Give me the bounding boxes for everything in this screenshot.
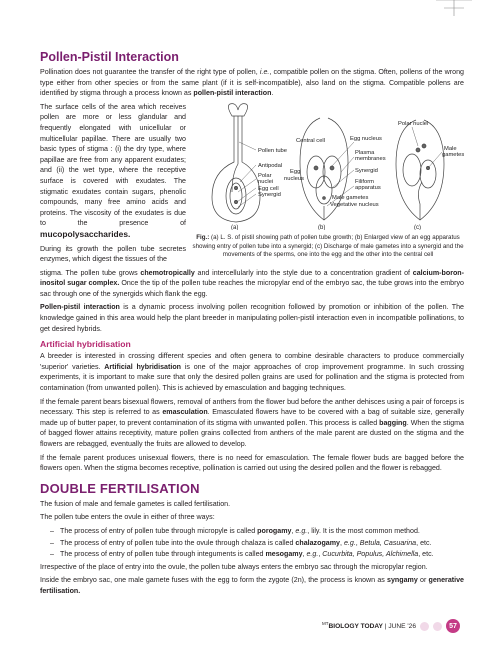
fig-label-synergid-mid: Synergid [355,167,378,174]
left-text-column [40,102,186,268]
section-title-artificial-hybridisation: Artificial hybridisation [40,339,131,350]
fig-label-polar-nuclei-right: Polar nuclei [398,120,429,127]
text-run: If the female parent produces unisexual flowers, there is no need for emasculation. The female flower buds are bagged before the flowers open. When the stigma becomes receptive, pollination is carried out using the desired pollen and the flower is rebagged. [40,453,464,473]
text-run: The process of entry of pollen tube through micropyle is called [60,526,258,535]
fig-label-antipodal: Antipodal [258,162,283,169]
text-run: Betula, Casuarina [359,538,417,547]
fig-label-polar-1: Polar [258,172,272,179]
text-run: e.g. [295,526,308,535]
footer-dot-icon [433,622,442,631]
paragraph [40,67,464,99]
footer-date: JUNE '26 [388,623,416,631]
footer-magazine [322,621,416,630]
footer-brand-prefix: MT [321,621,329,627]
fig-panel-c: (c) [414,224,421,230]
text-run: Pollination does not guarantee the transfer of the right type of pollen, [40,68,260,76]
caption-text: (a) L. S. of pistil showing path of pollen tube growth; (b) Enlarged view of an egg apparatus showing entry of pollen tube into a synergid; (c) Discharge of male gametes into a synergid and the movements of the sperms, one into the egg and the other into the central cell [192,234,464,258]
text-run: mesogamy [265,550,303,559]
paragraph [40,351,464,393]
fig-label-central-cell: Central cell [296,137,325,144]
text-run: Irrespective of the place of entry into the ovule, the pollen tube always enters the embryo sac through the micropylar region. [40,562,428,571]
text-run: calcium-boron-inositol sugar complex. [40,268,464,288]
paragraph [40,512,464,523]
article-page [40,50,464,600]
fig-label-filiform-1: Filiform [355,178,374,185]
fig-label-male-gametes-right-2: gametes [442,151,464,158]
paragraph [40,268,464,300]
text-run: , [302,550,307,559]
fig-label-plasma-1: Plasma [355,149,375,156]
text-run: The process of entry of pollen tube into the ovule through chalaza is called [60,538,296,547]
fig-panel-a: (a) [231,224,239,230]
text-run: Once the tip of the pollen tube reaches the micropylar end of the embryo sac, the tube grows into the embryo sac through one of the synergids which flank the egg. [40,279,464,298]
text-run: is one of the major approaches of crop improvement programme. In such crossing experiments, it is important to make sure that only the desired pollen grains are used for pollination and the stigma is protected from contamination (from unwanted pollen). This is achieved by emasculation and bagging techniques. [40,362,464,393]
fig-label-egg-nucleus-mid-2: nucleus [284,175,304,182]
fig-label-egg-nucleus-mid-1: Egg [290,168,301,175]
text-run: A breeder is interested in crossing different species and often genera to combine desirable characters to produce commercially 'superior' varieties. [40,352,464,371]
text-run: , [339,538,344,547]
paragraph [40,499,464,510]
paragraph [40,397,464,450]
text-run: Cucurbita, Populus, Alchimella [322,550,419,559]
figure-caption [192,234,464,259]
fig-label-synergid-left: Synergid [258,191,281,198]
text-run: and intercellularly into the style due to a concentration gradient of [194,268,413,277]
fig-label-plasma-2: membranes [355,155,386,162]
fig-label-vegetative-nucleus: Vegetative nucleus [330,201,379,208]
fig-label-male-gametes-right-1: Male [444,145,457,152]
text-run: chemotropically [140,268,195,277]
list-item [50,538,464,549]
paragraph [40,562,464,573]
pistil-drawing [212,103,260,221]
gamete-discharge-drawing [396,120,444,220]
text-run: , lily. It is the most common method. [307,526,420,535]
text-run: e.g. [343,538,356,547]
text-run: . [271,89,274,98]
caption-label: Fig.: [196,234,210,242]
corner-registration-mark [436,0,472,18]
text-run: The process of entry of pollen tube through integuments is called [60,550,266,559]
text-run: syngamy [387,576,418,585]
text-run: e.g. [306,550,319,559]
fig-panel-b: (b) [318,224,326,230]
text-run: generative fertilisation. [40,576,464,595]
text-run: chalazogamy [295,538,340,547]
pollen-entry-list [40,526,464,560]
text-run: Inside the embryo sac, one male gamete fuses with the egg to form the zygote (2n), the process is known as [40,576,388,585]
list-item [50,526,464,537]
text-run: , etc. [418,550,434,559]
page-number: 57 [446,619,460,633]
text-figure-row [40,102,464,268]
paragraph [40,453,464,474]
text-run: If the female parent bears bisexual flowers, removal of anthers from the flower bud before the anther dehisces using a pair of forceps is necessary. This step is referred to as [40,397,464,417]
section-title-pollen-pistil: Pollen-Pistil Interaction [40,50,179,64]
paragraph [40,302,464,334]
pistil-diagram [192,102,464,230]
text-run: The pollen tube enters the ovule in either of three ways: [40,513,215,522]
text-run: or [417,576,429,585]
fig-label-egg-nucleus-top: Egg nucleus [350,135,382,142]
paragraph [40,575,464,596]
text-run: , [291,526,296,535]
fig-label-pollen-tube: Pollen tube [258,147,288,154]
fig-label-filiform-2: apparatus [355,184,381,191]
text-run: , [318,550,323,559]
text-run: . When the stigma of bagged flower attains receptivity, mature pollen grains collected from anthers of the male parent are dusted on the stigma and the flowers are rebagged, eventually the fruits are allowed to develop. [40,418,464,448]
text-run: emasculation [162,408,208,417]
text-run: The surface cells of the area which receives pollen are more or less glandular and frequently elongated with unicellular or multicellular papillae. There are usually two basic types of stigma : (i) the dry type, where papillae are free from any apparent exudates; and (ii) the wet type, where the receptive surface is covered with exudates. The stigmatic exudates contain sugars, phenolic compounds, many free amino acids and proteins. The viscosity of the exudates is due to the presence of [40,102,186,228]
text-run: stigma. The pollen tube grows [40,268,141,277]
footer-sep: | [382,623,389,631]
section-title-double-fertilisation: DOUBLE FERTILISATION [40,480,200,496]
figure-container [192,102,464,268]
text-run: During its growth the pollen tube secretes enzymes, which digest the tissues of the [40,244,186,264]
text-run: porogamy [257,526,292,535]
text-run: Pollen-pistil interaction [40,303,120,312]
text-run: . Emasculated flowers have to be covered with a bag of suitable size, generally made up of butter paper, to prevent contamination of its stigma with unwanted pollen. This process is called [40,408,464,427]
page-footer [322,619,460,633]
fig-label-egg-cell: Egg cell [258,185,279,192]
text-run: is a dynamic process involving pollen recognition followed by promotion or inhibition of the pollen. The knowledge gained in this area would help the plant breeder in manipulating pollen-pistil interaction even in incompatible pollinations, to get desired hybrids. [40,303,464,333]
footer-brand: BIOLOGY TODAY [328,623,383,631]
text-run: bagging [379,418,407,427]
text-run: i.e. [259,68,270,76]
text-run: pollen-pistil interaction [193,89,272,98]
text-run: , etc. [416,538,432,547]
text-run: The fusion of male and female gametes is called fertilisation. [40,499,231,508]
footer-dot-icon [420,622,429,631]
text-run: Artificial hybridisation [104,362,181,371]
text-run: , [355,538,360,547]
text-run: mucopolysaccharides. [40,228,131,239]
paragraph [40,102,186,241]
fig-label-male-gametes-mid: Male gametes [332,194,369,201]
paragraph [40,244,186,265]
list-item [50,549,464,560]
fig-label-polar-2: nuclei [258,178,274,185]
text-run: , compatible pollen on the stigma. Often, pollens of the wrong type either from other species or from the same plant (if it is self-incompatible), also land on the stigma. Compatible pollens are identified by stigma through a process known as [40,68,465,98]
